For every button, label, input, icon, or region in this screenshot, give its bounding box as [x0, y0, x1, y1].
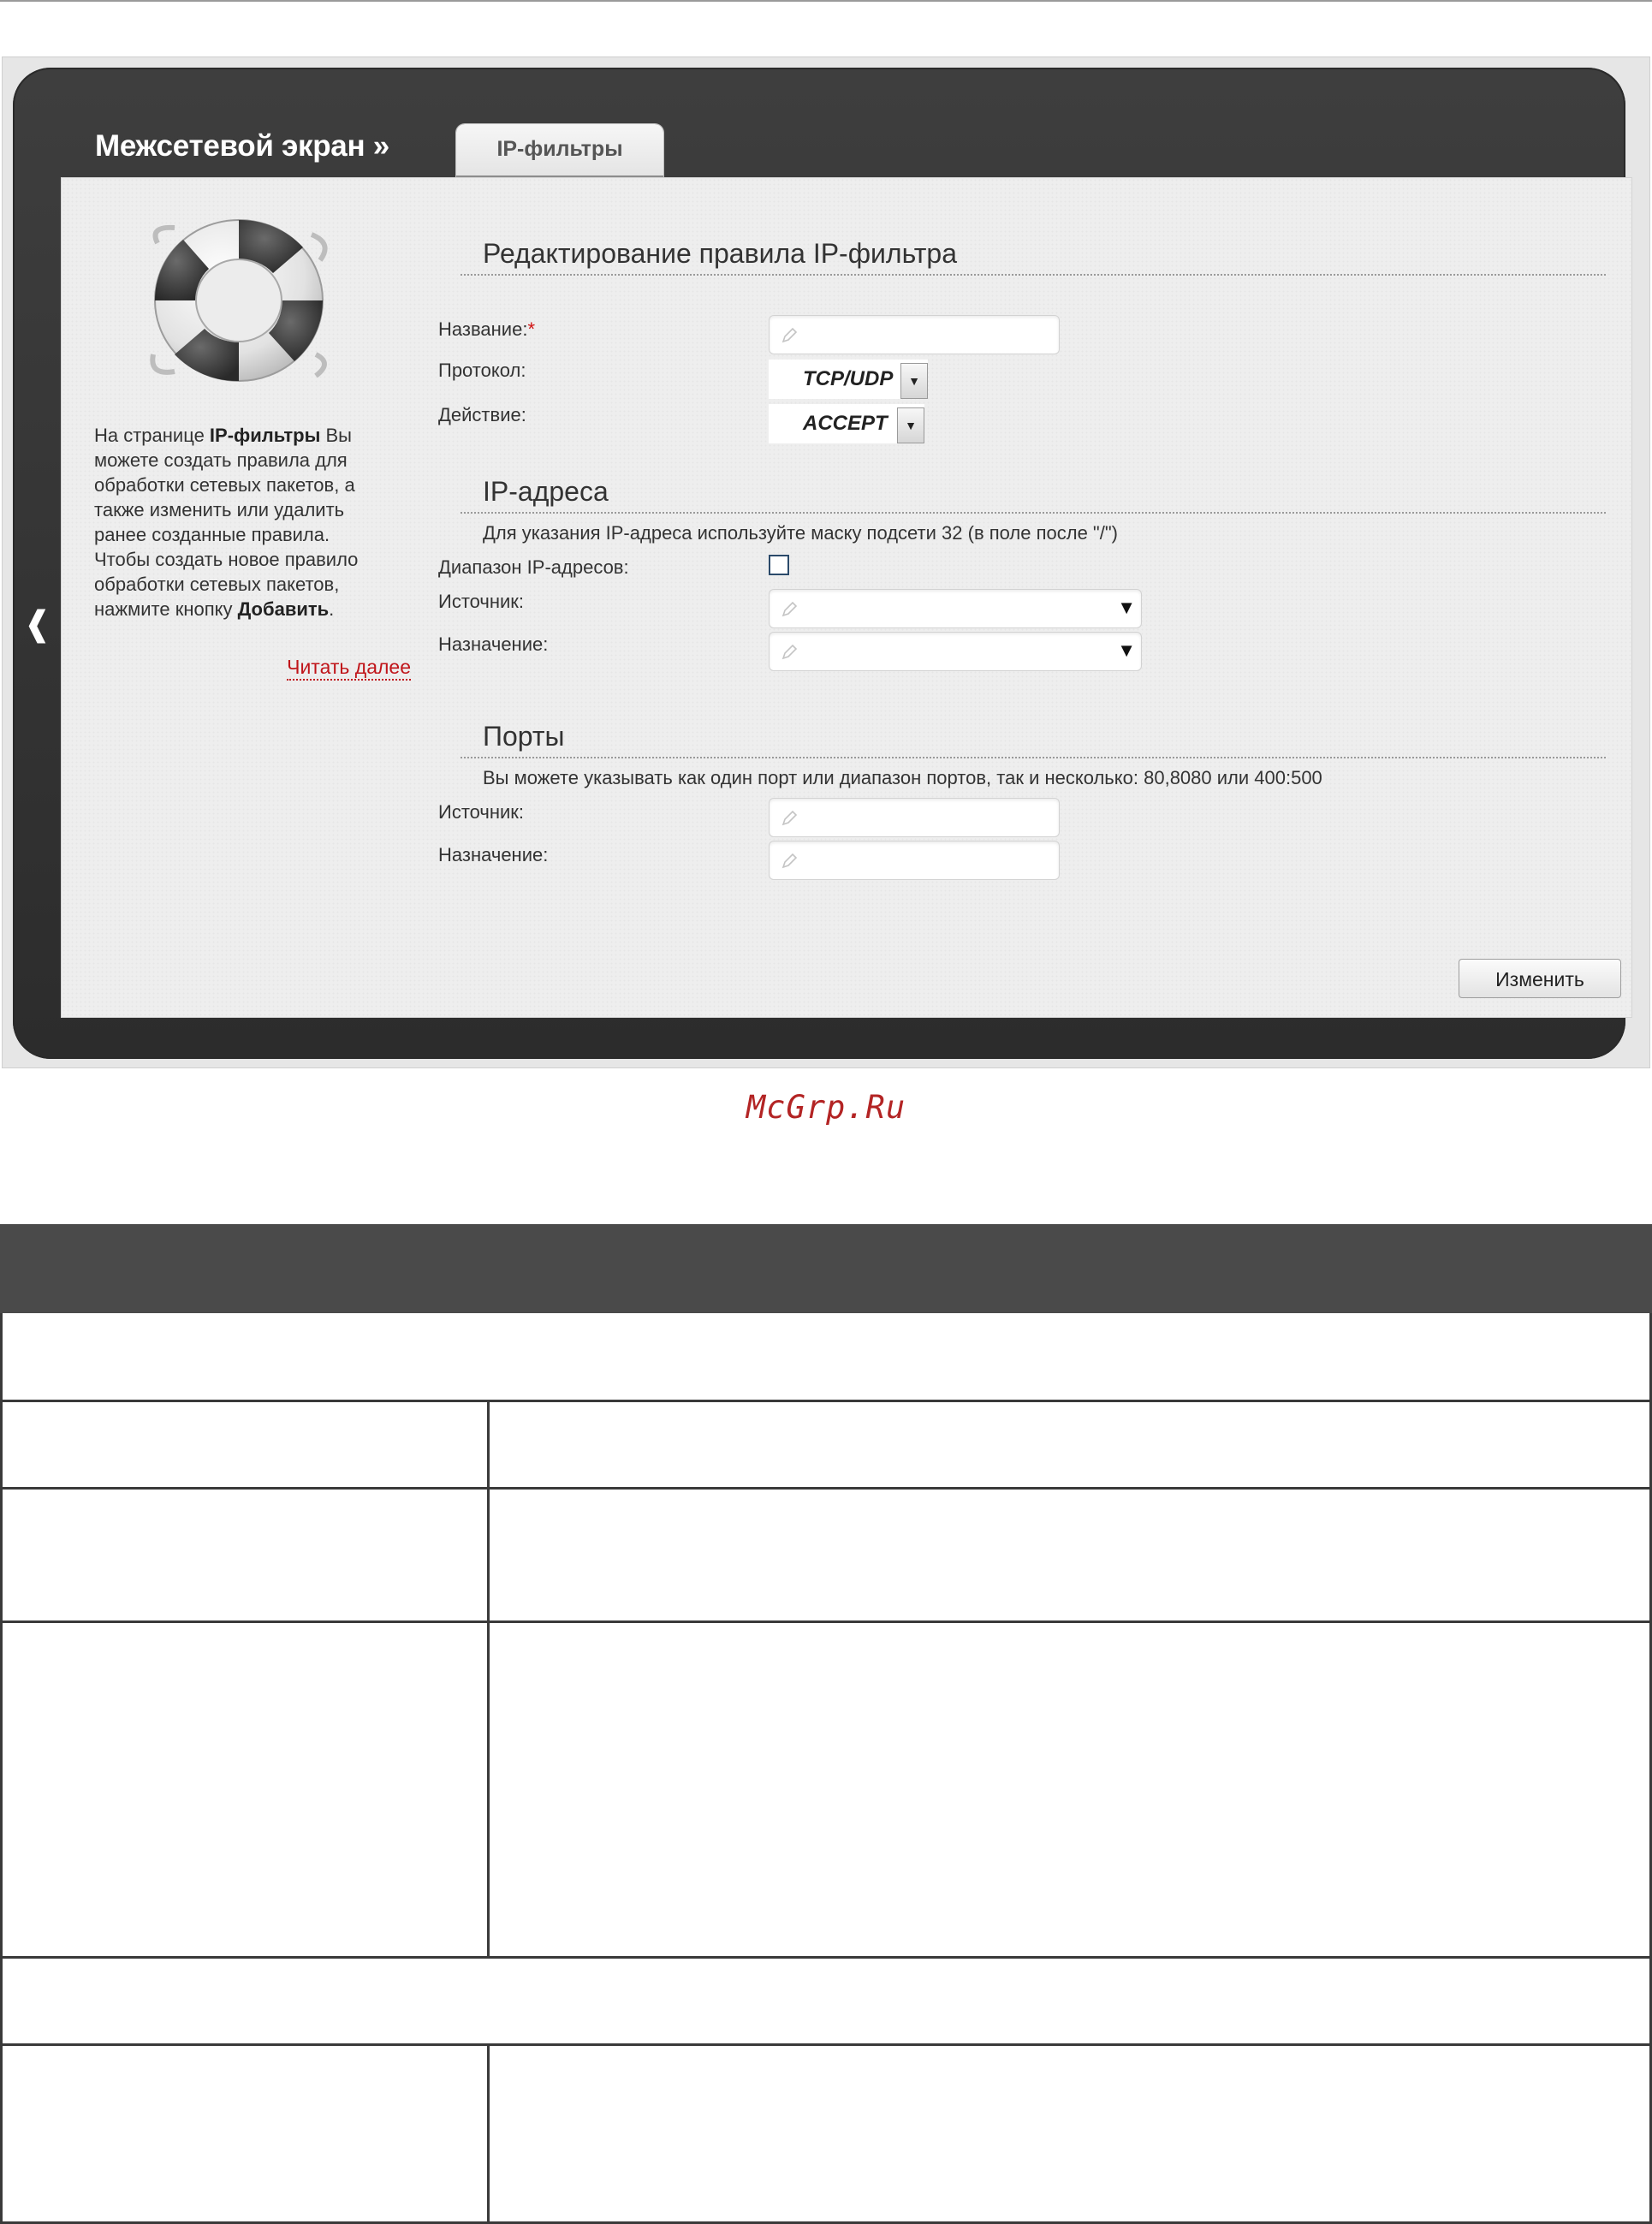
- read-more-link[interactable]: Читать далее: [287, 656, 411, 681]
- protocol-select[interactable]: [769, 360, 928, 399]
- router-shell: [13, 68, 1625, 1059]
- section-title-ip: IP-адреса: [461, 474, 1606, 514]
- pencil-icon: [780, 326, 799, 345]
- help-text: [94, 423, 385, 621]
- table-row: [0, 1313, 1652, 1402]
- ip-dest-label: Назначение:: [438, 633, 549, 655]
- required-mark: *: [527, 318, 535, 340]
- column-divider: [487, 1402, 490, 1487]
- top-rule: [0, 0, 1652, 2]
- change-button[interactable]: Изменить: [1459, 959, 1621, 998]
- table-row: [0, 1623, 1652, 1959]
- section-title-rule: Редактирование правила IP-фильтра: [461, 236, 1606, 276]
- action-label: Действие:: [438, 404, 526, 425]
- ip-range-label: Диапазон IP-адресов:: [438, 556, 629, 578]
- router-screenshot: [2, 56, 1650, 1068]
- ip-range-checkbox[interactable]: [769, 555, 789, 575]
- ports-hint: Вы можете указывать как один порт или диапазон портов, так и несколько: 80,8080 или 400:500: [483, 767, 1322, 788]
- ip-dest-combo[interactable]: [769, 632, 1142, 671]
- content-panel: [61, 177, 1632, 1018]
- ip-hint: Для указания IP-адреса используйте маску подсети 32 (в поле после "/"): [483, 522, 1118, 544]
- triangle-down-icon[interactable]: ▼: [897, 407, 924, 443]
- chevron-left-icon[interactable]: ❰: [23, 605, 52, 643]
- column-divider: [487, 1623, 490, 1956]
- protocol-select-value: TCP/UDP: [803, 367, 894, 390]
- port-source-label: Источник:: [438, 801, 525, 823]
- column-divider: [487, 2046, 490, 2221]
- pencil-icon: [780, 809, 799, 828]
- breadcrumb[interactable]: Межсетевой экран »: [95, 129, 389, 163]
- action-select-value: ACCEPT: [803, 412, 888, 435]
- name-input[interactable]: [769, 315, 1060, 354]
- table-row: [0, 1490, 1652, 1623]
- table-row: [0, 1959, 1652, 2046]
- ip-source-combo[interactable]: [769, 589, 1142, 628]
- name-label-text: Название:: [438, 318, 528, 340]
- pencil-icon: [780, 643, 799, 662]
- pencil-icon: [780, 852, 799, 871]
- port-dest-label: Назначение:: [438, 844, 549, 865]
- name-label: [438, 318, 535, 341]
- read-more-wrap: [257, 656, 411, 683]
- action-select[interactable]: [769, 404, 924, 443]
- triangle-down-icon[interactable]: ▼: [1117, 597, 1136, 618]
- help-bold: IP-фильтры: [209, 425, 321, 446]
- lifebuoy-icon: [140, 209, 337, 389]
- table-row: [0, 2046, 1652, 2224]
- column-divider: [487, 1490, 490, 1620]
- pencil-icon: [780, 600, 799, 619]
- ip-source-label: Источник:: [438, 591, 525, 612]
- section-title-ports: Порты: [461, 719, 1606, 758]
- table-row: [0, 1402, 1652, 1490]
- port-source-input[interactable]: [769, 798, 1060, 837]
- tab-ip-filters[interactable]: IP-фильтры: [456, 124, 663, 177]
- protocol-label: Протокол:: [438, 360, 526, 381]
- table-header: [0, 1224, 1652, 1313]
- triangle-down-icon[interactable]: ▼: [900, 363, 928, 399]
- watermark: McGrp.Ru: [746, 1089, 906, 1126]
- help-intro: На странице: [94, 425, 210, 446]
- port-dest-input[interactable]: [769, 841, 1060, 880]
- help-end: .: [329, 598, 335, 620]
- help-button-name: Добавить: [237, 598, 330, 620]
- triangle-down-icon[interactable]: ▼: [1117, 639, 1136, 661]
- help-rest: Вы можете создать правила для обработки сетевых пакетов, а также изменить или удалить ранее созданные правила. Чтобы создать новое правило обработки сетевых пакетов, нажмите кнопку: [94, 425, 359, 620]
